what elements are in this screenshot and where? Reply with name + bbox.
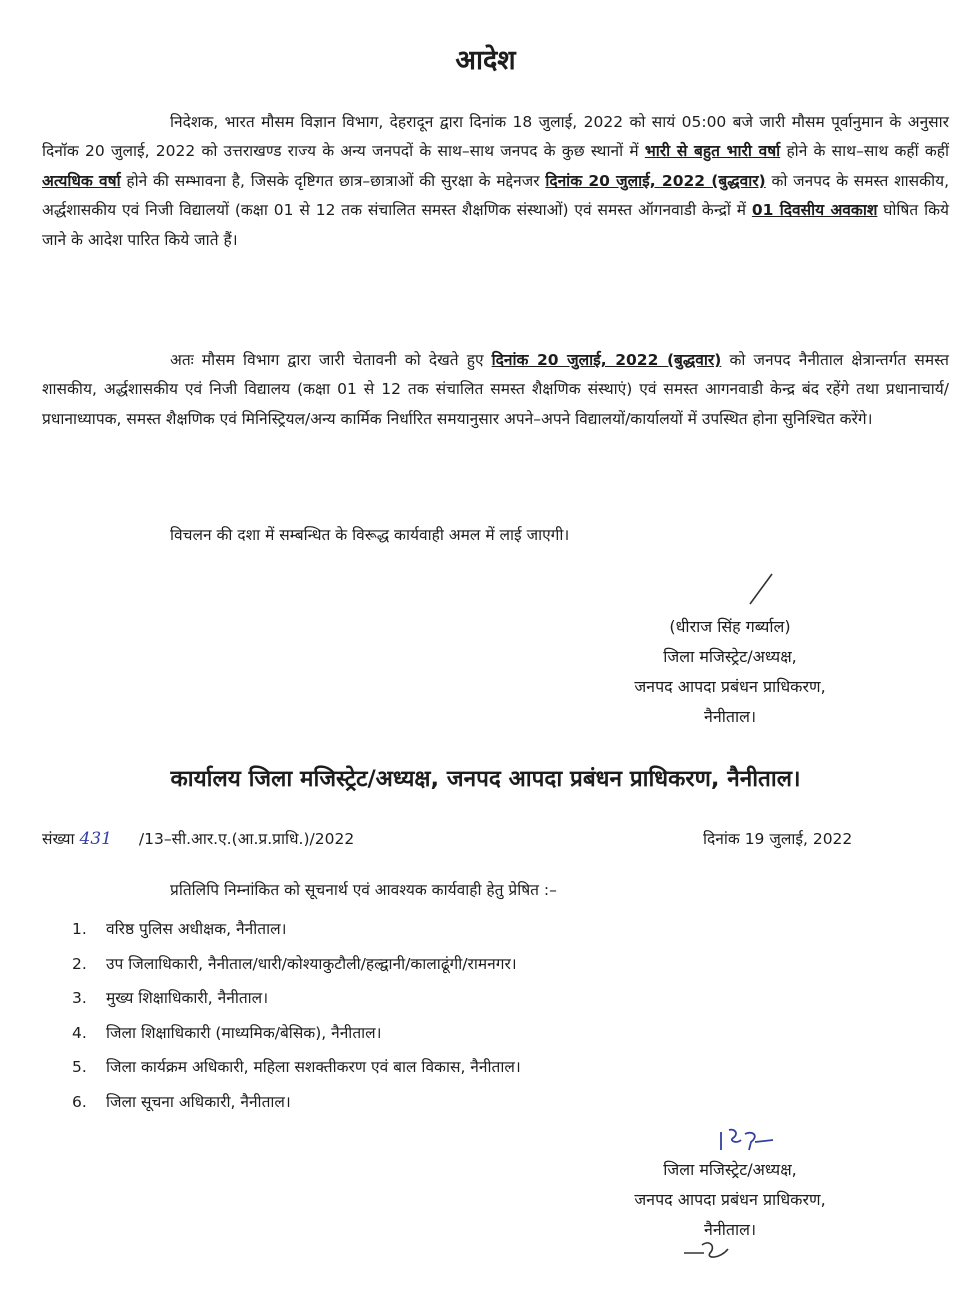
order-heading: आदेश xyxy=(455,45,516,76)
p2-text-2: को जनपद नैनीताल क्षेत्रान्तर्गत समस्त शासकीय, अर्द्धशासकीय एवं निजी विद्यालय (कक्षा 01 से 12 तक संचालित समस्त शैक्षणिक संस्थाएं) एवं समस्त आगनवाडी केन्द्र बंद रहेंगे तथा प्रधानाचार्य/प्रधानाध्यापक, समस्त शैक्षणिक एवं मिनिस्ट्रियल/अन्य कार्मिक निर्धारित समयानुसार अपने–अपने विद्यालयों/कार्यालयों में उपस्थित होना सुनिश्चित करेंगे। xyxy=(42,351,949,428)
list-number: 2. xyxy=(72,954,87,973)
p2-text-1: अतः मौसम विभाग द्वारा जारी चेतावनी को देखते हुए xyxy=(170,351,492,369)
list-text: मुख्य शिक्षाधिकारी, नैनीताल। xyxy=(106,989,269,1007)
p1-emphasis-extreme-rain: अत्यधिक वर्षा xyxy=(42,171,121,190)
p1-text-5: घोषित किये जाने के आदेश पारित किये जाते हैं। xyxy=(42,201,949,249)
order-paragraph-3: विचलन की दशा में सम्बन्धित के विरूद्ध कार्यवाही अमल में लाई जाएगी। xyxy=(170,526,570,544)
initials-mark xyxy=(715,1124,785,1158)
list-number: 4. xyxy=(72,1023,87,1042)
list-number: 3. xyxy=(72,989,87,1007)
signatory-place: नैनीताल। xyxy=(703,707,757,726)
list-item xyxy=(72,1021,521,1056)
list-text: जिला शिक्षाधिकारी (माध्यमिक/बेसिक), नैनीताल। xyxy=(106,1023,382,1042)
p1-emphasis-date: दिनांक 20 जुलाई, 2022 (बुद्धवार) xyxy=(545,171,766,190)
signature-flourish xyxy=(680,1235,740,1265)
signature-block-2 xyxy=(560,1155,900,1245)
signatory-designation-2: जिला मजिस्ट्रेट/अध्यक्ष, xyxy=(663,1160,797,1179)
list-item xyxy=(72,1090,521,1125)
list-text: वरिष्ठ पुलिस अधीक्षक, नैनीताल। xyxy=(106,920,287,938)
p1-emphasis-heavy-rain: भारी से बहुत भारी वर्षा xyxy=(644,142,781,161)
reference-label: संख्या xyxy=(42,830,75,848)
list-item xyxy=(72,986,521,1021)
p1-text-1: निदेशक, भारत मौसम विज्ञान विभाग, देहरादून द्वारा दिनांक 18 जुलाई, 2022 को सायं 05:00 बजे जारी मौसम पूर्वानुमान के अनुसार दिनॉक 20 जुलाई, 2022 को उत्तराखण्ड राज्य के अन्य जनपदों के साथ–साथ जनपद के कुछ स्थानों में xyxy=(42,113,949,161)
list-text: जिला कार्यक्रम अधिकारी, महिला सशक्तीकरण एवं बाल विकास, नैनीताल। xyxy=(106,1058,521,1076)
p1-text-3: होने की सम्भावना है, जिसके दृष्टिगत छात्र–छात्राओं की सुरक्षा के मद्देनजर xyxy=(120,171,546,190)
signatory-authority-2: जनपद आपदा प्रबंधन प्राधिकरण, xyxy=(634,1190,826,1209)
signatory-place-2: नैनीताल। xyxy=(703,1220,757,1239)
reference-code: /13–सी.आर.ए.(आ.प्र.प्राधि.)/2022 xyxy=(138,830,355,848)
reference-handwritten-number: 431 xyxy=(79,829,112,849)
recipient-list xyxy=(72,917,521,1124)
list-item xyxy=(72,917,521,952)
p1-text-4: को जनपद के समस्त शासकीय, अर्द्धशासकीय एवं निजी विद्यालयों (कक्षा 01 से 12 तक संचालित समस्त शैक्षणिक संस्थाओं) एवं समस्त ऑगनवाडी केन्द्रों में xyxy=(42,171,949,220)
p1-emphasis-holiday: 01 दिवसीय अवकाश xyxy=(751,201,878,220)
p2-emphasis-date: दिनांक 20 जुलाई, 2022 (बुद्धवार) xyxy=(491,351,722,369)
order-paragraph-1 xyxy=(42,108,949,255)
signatory-authority: जनपद आपदा प्रबंधन प्राधिकरण, xyxy=(634,677,826,696)
signature-mark xyxy=(740,570,780,610)
list-number: 1. xyxy=(72,920,87,938)
list-text: उप जिलाधिकारी, नैनीताल/धारी/कोश्याकुटौली/हल्द्वानी/कालाढूंगी/रामनगर। xyxy=(106,954,517,973)
list-item xyxy=(72,952,521,987)
p1-text-2: होने के साथ–साथ कहीं कहीं xyxy=(780,142,949,161)
list-number: 6. xyxy=(72,1092,87,1111)
list-item xyxy=(72,1055,521,1090)
reference-date: दिनांक 19 जुलाई, 2022 xyxy=(703,830,853,848)
order-paragraph-2 xyxy=(42,346,949,434)
reference-number xyxy=(42,827,354,849)
signature-block-1 xyxy=(560,612,900,732)
signatory-name: (धीराज सिंह गर्ब्याल) xyxy=(669,617,791,636)
copy-intro: प्रतिलिपि निम्नांकित को सूचनार्थ एवं आवश्यक कार्यवाही हेतु प्रेषित :– xyxy=(170,881,557,899)
list-number: 5. xyxy=(72,1058,87,1076)
signatory-designation: जिला मजिस्ट्रेट/अध्यक्ष, xyxy=(663,647,797,666)
list-text: जिला सूचना अधिकारी, नैनीताल। xyxy=(106,1092,291,1111)
office-heading: कार्यालय जिला मजिस्ट्रेट/अध्यक्ष, जनपद आपदा प्रबंधन प्राधिकरण, नैनीताल। xyxy=(170,766,801,792)
